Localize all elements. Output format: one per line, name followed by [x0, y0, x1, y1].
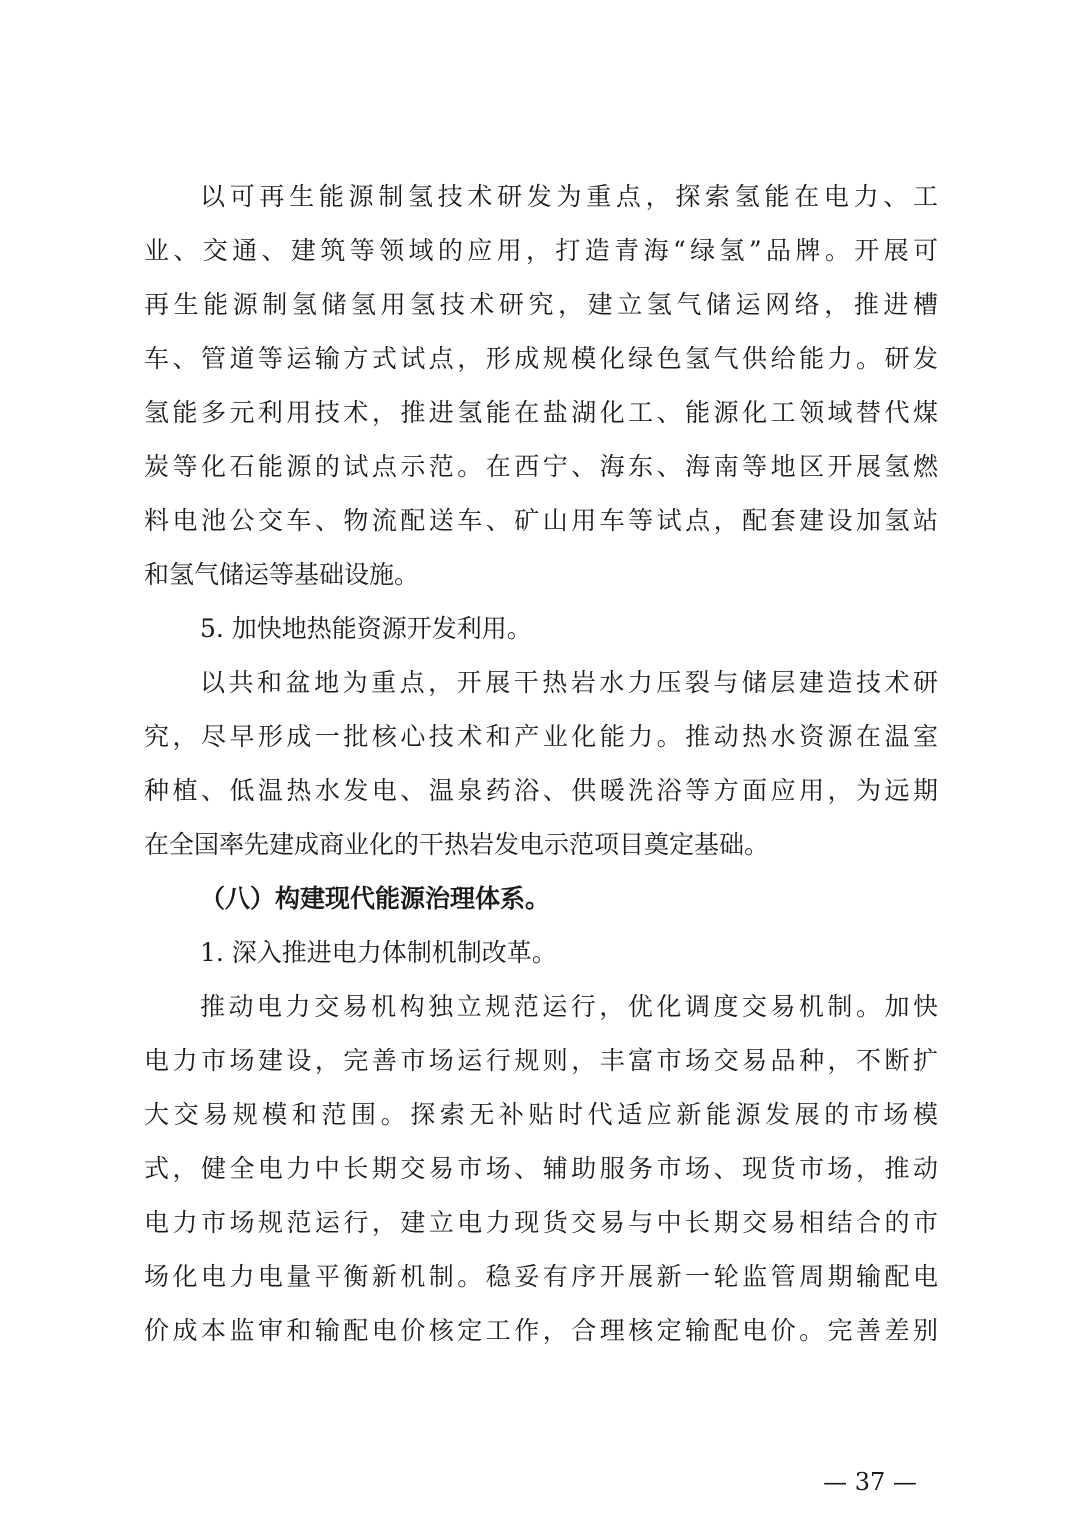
- text-line: 5. 加快地热能资源开发利用。: [200, 614, 532, 643]
- text-line: 大交易规模和范围。探索无补贴时代适应新能源发展的市场模: [144, 1100, 938, 1129]
- text-line: 在全国率先建成商业化的干热岩发电示范项目奠定基础。: [144, 830, 770, 859]
- text-line: 业、交通、建筑等领域的应用，打造青海“绿氢”品牌。开展可: [144, 236, 938, 265]
- text-line: 车、管道等运输方式试点，形成规模化绿色氢气供给能力。研发: [144, 344, 938, 373]
- text-line: 种植、低温热水发电、温泉药浴、供暖洗浴等方面应用，为远期: [144, 776, 938, 805]
- text-line: 料电池公交车、物流配送车、矿山用车等试点，配套建设加氢站: [144, 506, 938, 535]
- text-line: 以可再生能源制氢技术研发为重点，探索氢能在电力、工: [200, 182, 938, 211]
- text-line: 氢能多元利用技术，推进氢能在盐湖化工、能源化工领域替代煤: [144, 398, 938, 427]
- text-line: 电力市场建设，完善市场运行规则，丰富市场交易品种，不断扩: [144, 1046, 938, 1075]
- page-number: — 37 —: [823, 1468, 917, 1496]
- text-line: 推动电力交易机构独立规范运行，优化调度交易机制。加快: [200, 992, 938, 1021]
- text-line: 式，健全电力中长期交易市场、辅助服务市场、现货市场，推动: [144, 1154, 938, 1183]
- section-heading-line: （八）构建现代能源治理体系。: [200, 884, 551, 913]
- body-text: [144, 170, 938, 1358]
- text-line: 炭等化石能源的试点示范。在西宁、海东、海南等地区开展氢燃: [144, 452, 938, 481]
- text-line: 和氢气储运等基础设施。: [144, 560, 420, 589]
- text-line: 究，尽早形成一批核心技术和产业化能力。推动热水资源在温室: [144, 722, 938, 751]
- text-line: 价成本监审和输配电价核定工作，合理核定输配电价。完善差别: [144, 1316, 938, 1345]
- text-line: 1. 深入推进电力体制机制改革。: [200, 938, 557, 967]
- text-line: 再生能源制氢储氢用氢技术研究，建立氢气储运网络，推进槽: [144, 290, 938, 319]
- text-line: 场化电力电量平衡新机制。稳妥有序开展新一轮监管周期输配电: [144, 1262, 938, 1291]
- text-line: 电力市场规范运行，建立电力现货交易与中长期交易相结合的市: [144, 1208, 938, 1237]
- text-line: 以共和盆地为重点，开展干热岩水力压裂与储层建造技术研: [200, 668, 938, 697]
